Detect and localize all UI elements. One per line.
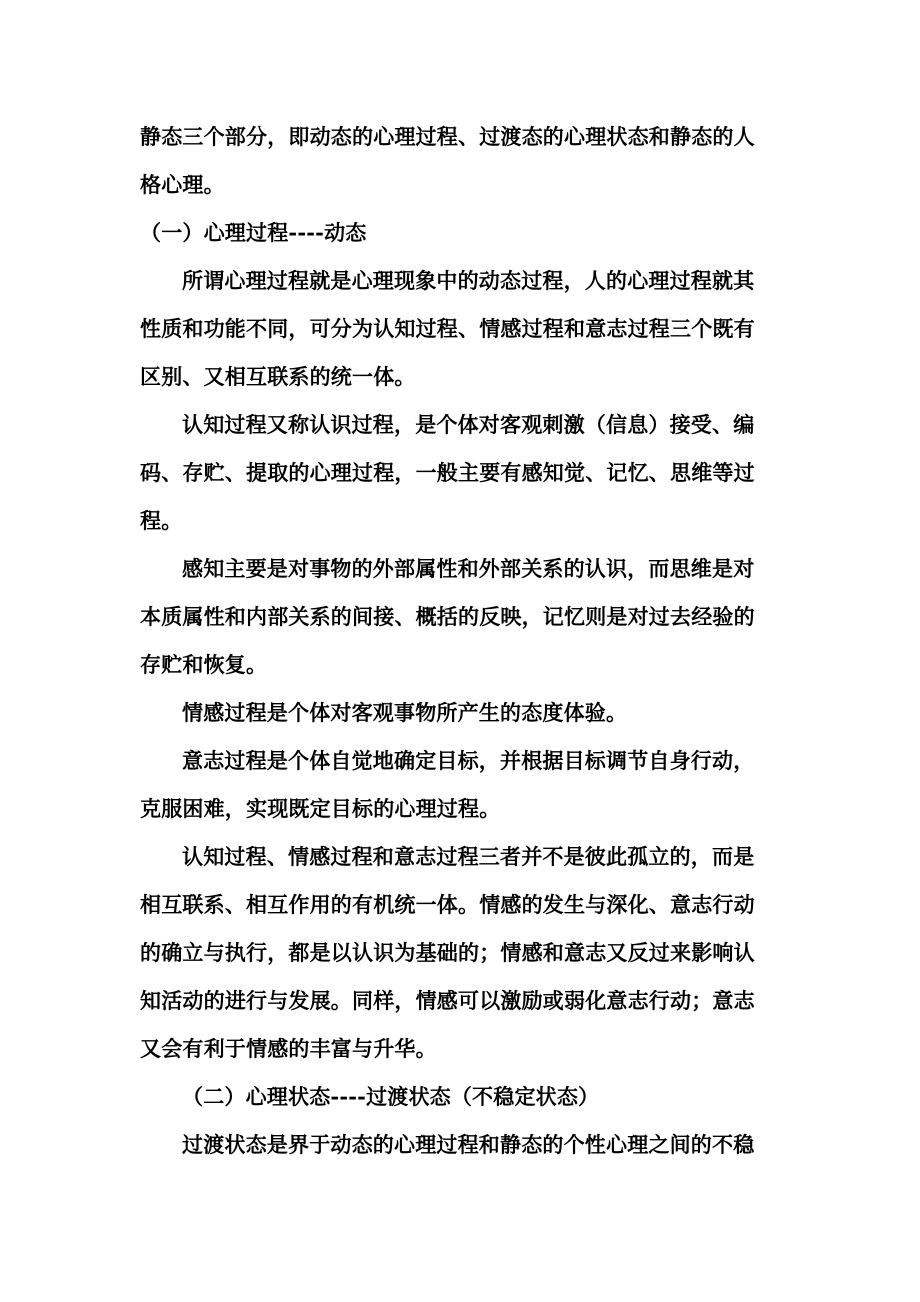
text-line: 情感过程是个体对客观事物所产生的态度体验。: [182, 700, 628, 725]
text-line: 格心理。: [140, 172, 225, 197]
section-heading-1: （一）心理过程----动态: [140, 220, 367, 245]
text-line: 意志过程是个体自觉地确定目标，并根据目标调节自身行动，: [182, 748, 755, 773]
text-line: 克服困难，实现既定目标的心理过程。: [140, 796, 501, 821]
text-line: 本质属性和内部关系的间接、概括的反映，记忆则是对过去经验的: [140, 604, 755, 629]
text-line: 认知过程又称认识过程，是个体对客观刺激（信息）接受、编: [182, 412, 755, 437]
text-line: 区别、又相互联系的统一体。: [140, 364, 416, 389]
text-line: 过渡状态是界于动态的心理过程和静态的个性心理之间的不稳: [182, 1132, 755, 1157]
text-line: 知活动的进行与发展。同样，情感可以激励或弱化意志行动；意志: [140, 988, 755, 1013]
text-line: 又会有利于情感的丰富与升华。: [140, 1036, 437, 1061]
text-line: 性质和功能不同，可分为认知过程、情感过程和意志过程三个既有: [140, 316, 755, 341]
text-line: 码、存贮、提取的心理过程，一般主要有感知觉、记忆、思维等过: [140, 460, 755, 485]
text-line: 认知过程、情感过程和意志过程三者并不是彼此孤立的，而是: [182, 844, 755, 869]
text-line: 感知主要是对事物的外部属性和外部关系的认识，而思维是对: [182, 556, 755, 581]
section-heading-2: （二）心理状态----过渡状态（不稳定状态）: [182, 1084, 600, 1109]
text-line: 的确立与执行，都是以认识为基础的；情感和意志又反过来影响认: [140, 940, 755, 965]
text-line: 静态三个部分，即动态的心理过程、过渡态的心理状态和静态的人: [140, 124, 755, 149]
text-line: 存贮和恢复。: [140, 652, 268, 677]
text-line: 相互联系、相互作用的有机统一体。情感的发生与深化、意志行动: [140, 892, 755, 917]
text-line: 所谓心理过程就是心理现象中的动态过程，人的心理过程就其: [182, 268, 755, 293]
text-line: 程。: [140, 508, 183, 533]
